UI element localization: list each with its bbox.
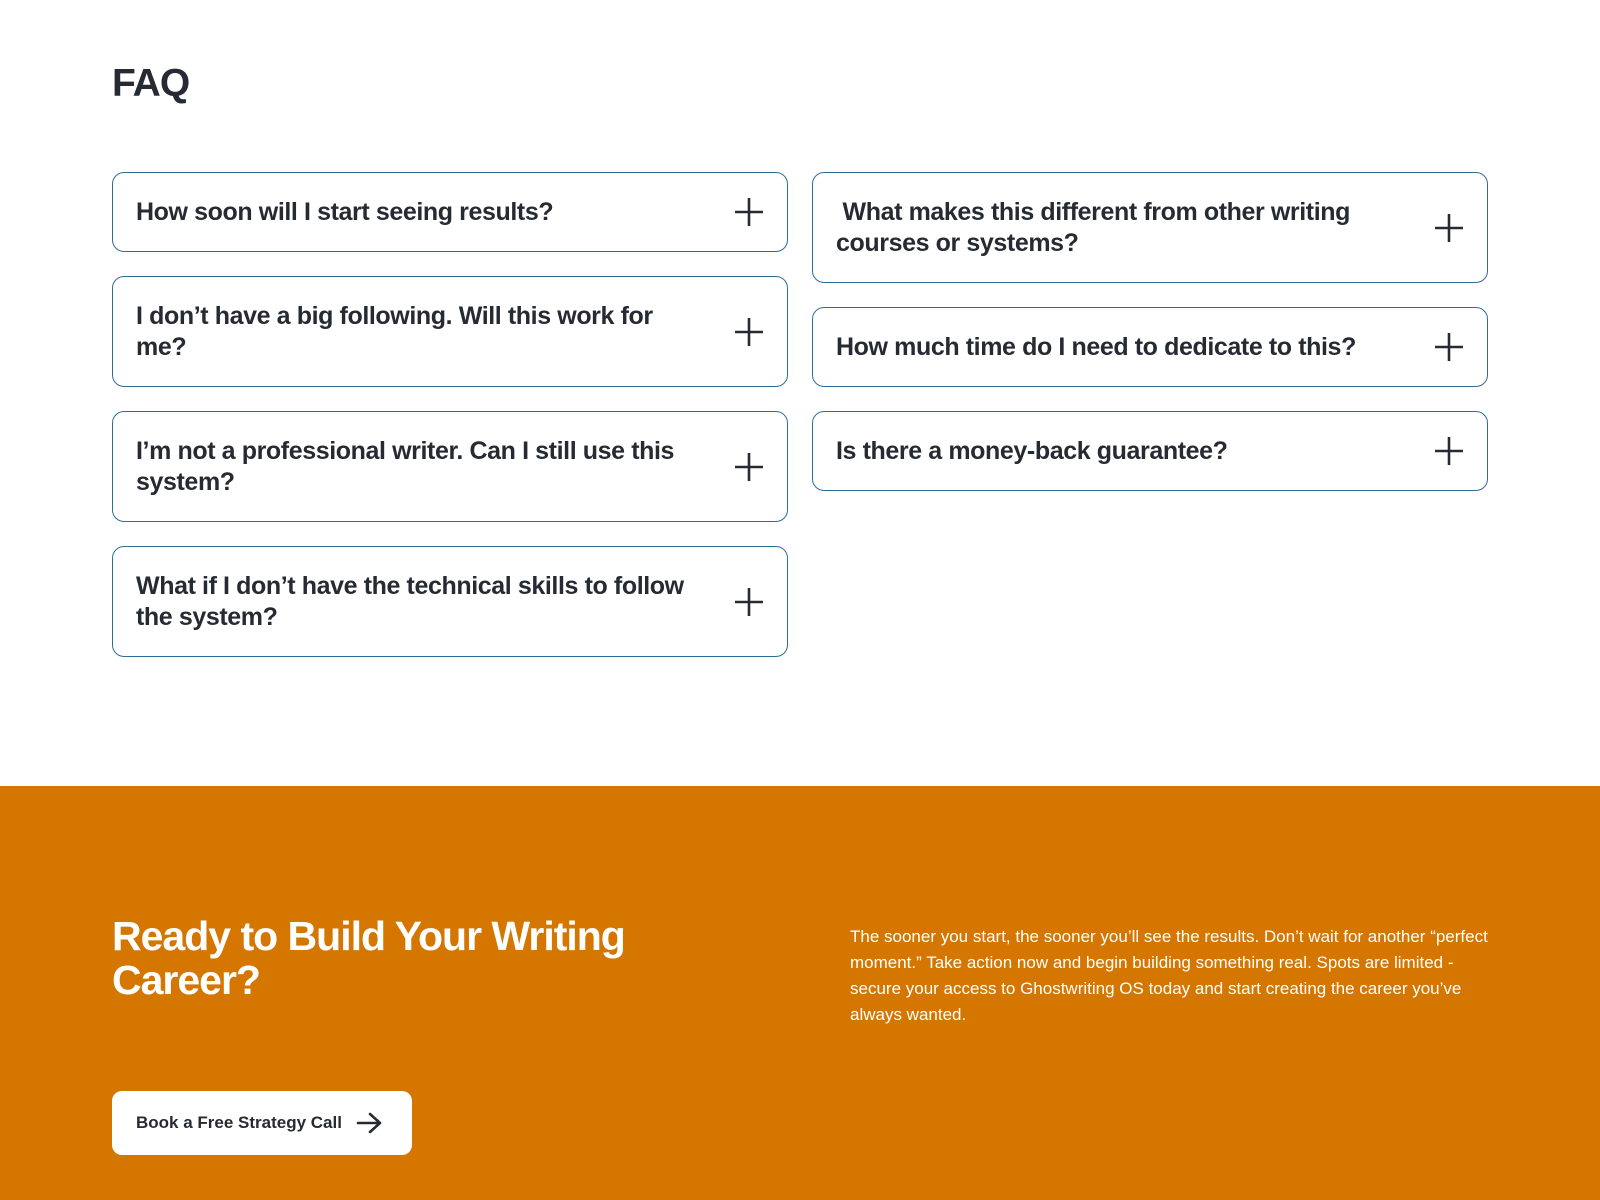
arrow-right-icon — [356, 1111, 384, 1135]
cta-title: Ready to Build Your Writing Career? — [112, 913, 625, 1003]
plus-icon[interactable] — [734, 587, 764, 617]
faq-column-right — [812, 172, 1488, 491]
plus-icon[interactable] — [734, 197, 764, 227]
plus-icon[interactable] — [1434, 436, 1464, 466]
faq-question: How much time do I need to dedicate to this? — [836, 332, 1356, 361]
faq-item-professional-writer[interactable] — [112, 411, 788, 522]
cta-description: The sooner you start, the sooner you’ll see the results. Don’t wait for another “perfect moment.” Take action now and begin building something real. Spots are limited - secure your access to Ghostwriting OS today and start creating the career you’ve always wanted. — [850, 927, 1488, 1024]
faq-item-technical-skills[interactable] — [112, 546, 788, 657]
faq-item-results[interactable] — [112, 172, 788, 252]
faq-item-following[interactable] — [112, 276, 788, 387]
plus-icon[interactable] — [734, 452, 764, 482]
faq-column-left — [112, 172, 788, 657]
cta-button-label: Book a Free Strategy Call — [136, 1113, 342, 1132]
plus-icon[interactable] — [1434, 332, 1464, 362]
faq-title: FAQ — [112, 62, 190, 105]
faq-question: I don’t have a big following. Will this work for me? — [136, 301, 653, 361]
faq-question: I’m not a professional writer. Can I still use this system? — [136, 436, 675, 496]
plus-icon[interactable] — [1434, 213, 1464, 243]
plus-icon[interactable] — [734, 317, 764, 347]
faq-question: How soon will I start seeing results? — [136, 197, 554, 226]
faq-question: Is there a money-back guarantee? — [836, 436, 1228, 465]
faq-item-time[interactable] — [812, 307, 1488, 387]
faq-question: What if I don’t have the technical skills to follow the system? — [136, 571, 684, 631]
book-strategy-call-button[interactable] — [112, 1091, 412, 1155]
cta-section — [0, 786, 1600, 1200]
faq-item-guarantee[interactable] — [812, 411, 1488, 491]
faq-item-different[interactable] — [812, 172, 1488, 283]
faq-question: What makes this different from other writing courses or systems? — [836, 197, 1357, 257]
